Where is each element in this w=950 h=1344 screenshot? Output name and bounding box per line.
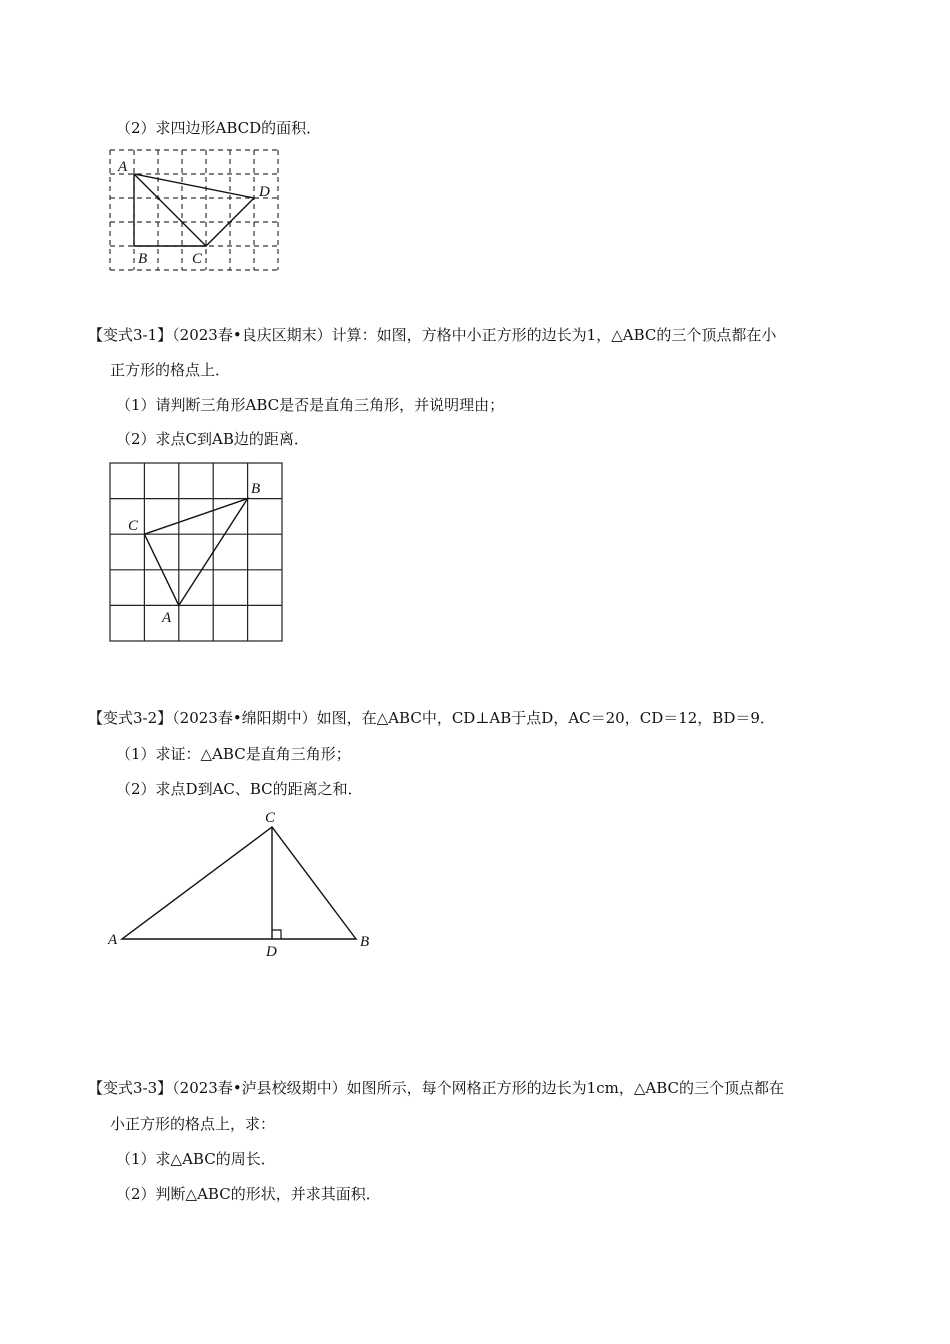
v32-q2: （2）求点D到AC、BC的距离之和．	[116, 780, 363, 798]
v33-q2: （2）判断△ABC的形状，并求其面积．	[116, 1185, 381, 1203]
v31-heading: 【变式3-1】（2023春•良庆区期末）计算：如图，方格中小正方形的边长为1，△ABC的三个顶点都在小	[88, 326, 777, 344]
label-a: A	[108, 932, 118, 948]
figure-right-triangle-abc	[100, 805, 390, 960]
diagonal-ac	[134, 174, 206, 246]
label-d: D	[266, 944, 277, 960]
label-d: D	[259, 184, 270, 200]
label-b: B	[251, 481, 261, 497]
label-c: C	[192, 251, 203, 267]
v33-q1: （1）求△ABC的周长．	[116, 1150, 276, 1168]
figure-grid-triangle-abc	[100, 455, 295, 650]
label-c: C	[128, 518, 139, 534]
figure-quadrilateral-abcd	[100, 145, 285, 275]
triangle-abc	[122, 827, 356, 939]
triangle-abc	[144, 499, 247, 606]
v32-q1: （1）求证：△ABC是直角三角形；	[116, 745, 351, 763]
quadrilateral-abcd	[134, 174, 254, 246]
v31-q1: （1）请判断三角形ABC是否是直角三角形，并说明理由；	[116, 396, 505, 414]
label-a: A	[162, 610, 172, 626]
right-angle-mark	[272, 930, 281, 939]
prev-q2: （2）求四边形ABCD的面积．	[116, 119, 322, 137]
v31-heading-cont: 正方形的格点上．	[110, 361, 231, 379]
v33-heading: 【变式3-3】（2023春•泸县校级期中）如图所示，每个网格正方形的边长为1cm，△ABC的三个顶点都在	[88, 1079, 784, 1097]
v33-heading-cont: 小正方形的格点上，求：	[110, 1115, 276, 1133]
v32-heading: 【变式3-2】（2023春•绵阳期中）如图，在△ABC中，CD⊥AB于点D，AC＝20，CD＝12，BD＝9．	[88, 709, 775, 727]
label-a: A	[118, 159, 128, 175]
label-b: B	[138, 251, 148, 267]
label-b: B	[360, 934, 370, 950]
label-c: C	[265, 810, 276, 826]
v31-q2: （2）求点C到AB边的距离．	[116, 430, 309, 448]
